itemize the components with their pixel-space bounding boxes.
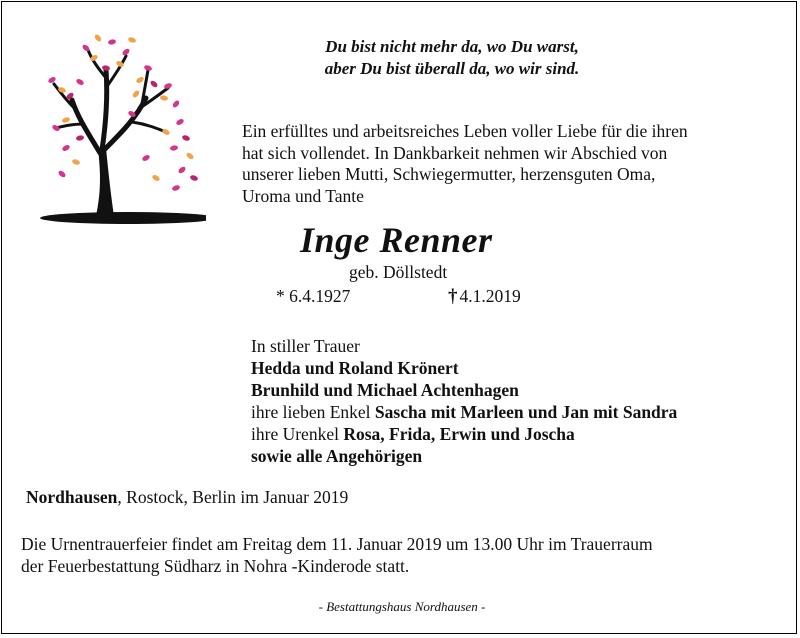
intro-paragraph — [242, 121, 782, 207]
cross-icon: † — [448, 286, 458, 307]
place-rest: , Rostock, Berlin im Januar 2019 — [117, 487, 349, 507]
motto-line-1: Du bist nicht mehr da, wo Du warst, — [325, 37, 579, 56]
maiden-name: geb. Döllstedt — [349, 262, 448, 282]
grandchildren-label: ihre lieben Enkel — [251, 402, 375, 422]
mourners-heading: In stiller Trauer — [251, 336, 360, 356]
mourner-line-2: Brunhild und Michael Achtenhagen — [251, 380, 519, 400]
mourner-line-5: sowie alle Angehörigen — [251, 446, 423, 466]
obituary-notice — [1, 1, 797, 634]
great-grandchildren-names: Rosa, Frida, Erwin und Joscha — [343, 424, 575, 444]
service-line-2: der Feuerbestattung Südharz in Nohra -Kinderode statt. — [21, 555, 410, 576]
tree-with-falling-leaves-icon — [36, 28, 206, 224]
motto-quote — [242, 36, 662, 80]
intro-line-1: Ein erfülltes und arbeitsreiches Leben voller Liebe für die ihren — [242, 121, 688, 141]
death-date: 4.1.2019 — [459, 286, 521, 306]
motto-line-2: aber Du bist überall da, wo wir sind. — [324, 59, 580, 78]
place-and-date — [26, 487, 726, 508]
service-info — [21, 534, 791, 577]
mourners-list — [251, 335, 791, 467]
great-grandchildren-label: ihre Urenkel — [251, 424, 344, 444]
mourner-line-4 — [251, 423, 791, 445]
intro-line-3: unserer lieben Mutti, Schwiegermutter, herzensguten Oma, — [242, 164, 656, 184]
place-city: Nordhausen — [26, 487, 118, 507]
deceased-name: Inge Renner — [300, 220, 493, 260]
service-line-1: Die Urnentrauerfeier findet am Freitag dem 11. Januar 2019 um 13.00 Uhr im Trauerraum — [21, 534, 653, 554]
intro-line-2: hat sich vollendet. In Dankbarkeit nehmen wir Abschied von — [242, 142, 668, 163]
grandchildren-names: Sascha mit Marleen und Jan mit Sandra — [374, 402, 678, 422]
intro-line-4: Uroma und Tante — [242, 185, 364, 206]
funeral-home-footer: - Bestattungshaus Nordhausen - — [318, 599, 486, 614]
mourner-line-1: Hedda und Roland Krönert — [251, 358, 459, 378]
birth-date: * 6.4.1927 — [276, 286, 351, 306]
death-date-group — [448, 286, 521, 307]
mourner-line-3 — [251, 401, 791, 423]
